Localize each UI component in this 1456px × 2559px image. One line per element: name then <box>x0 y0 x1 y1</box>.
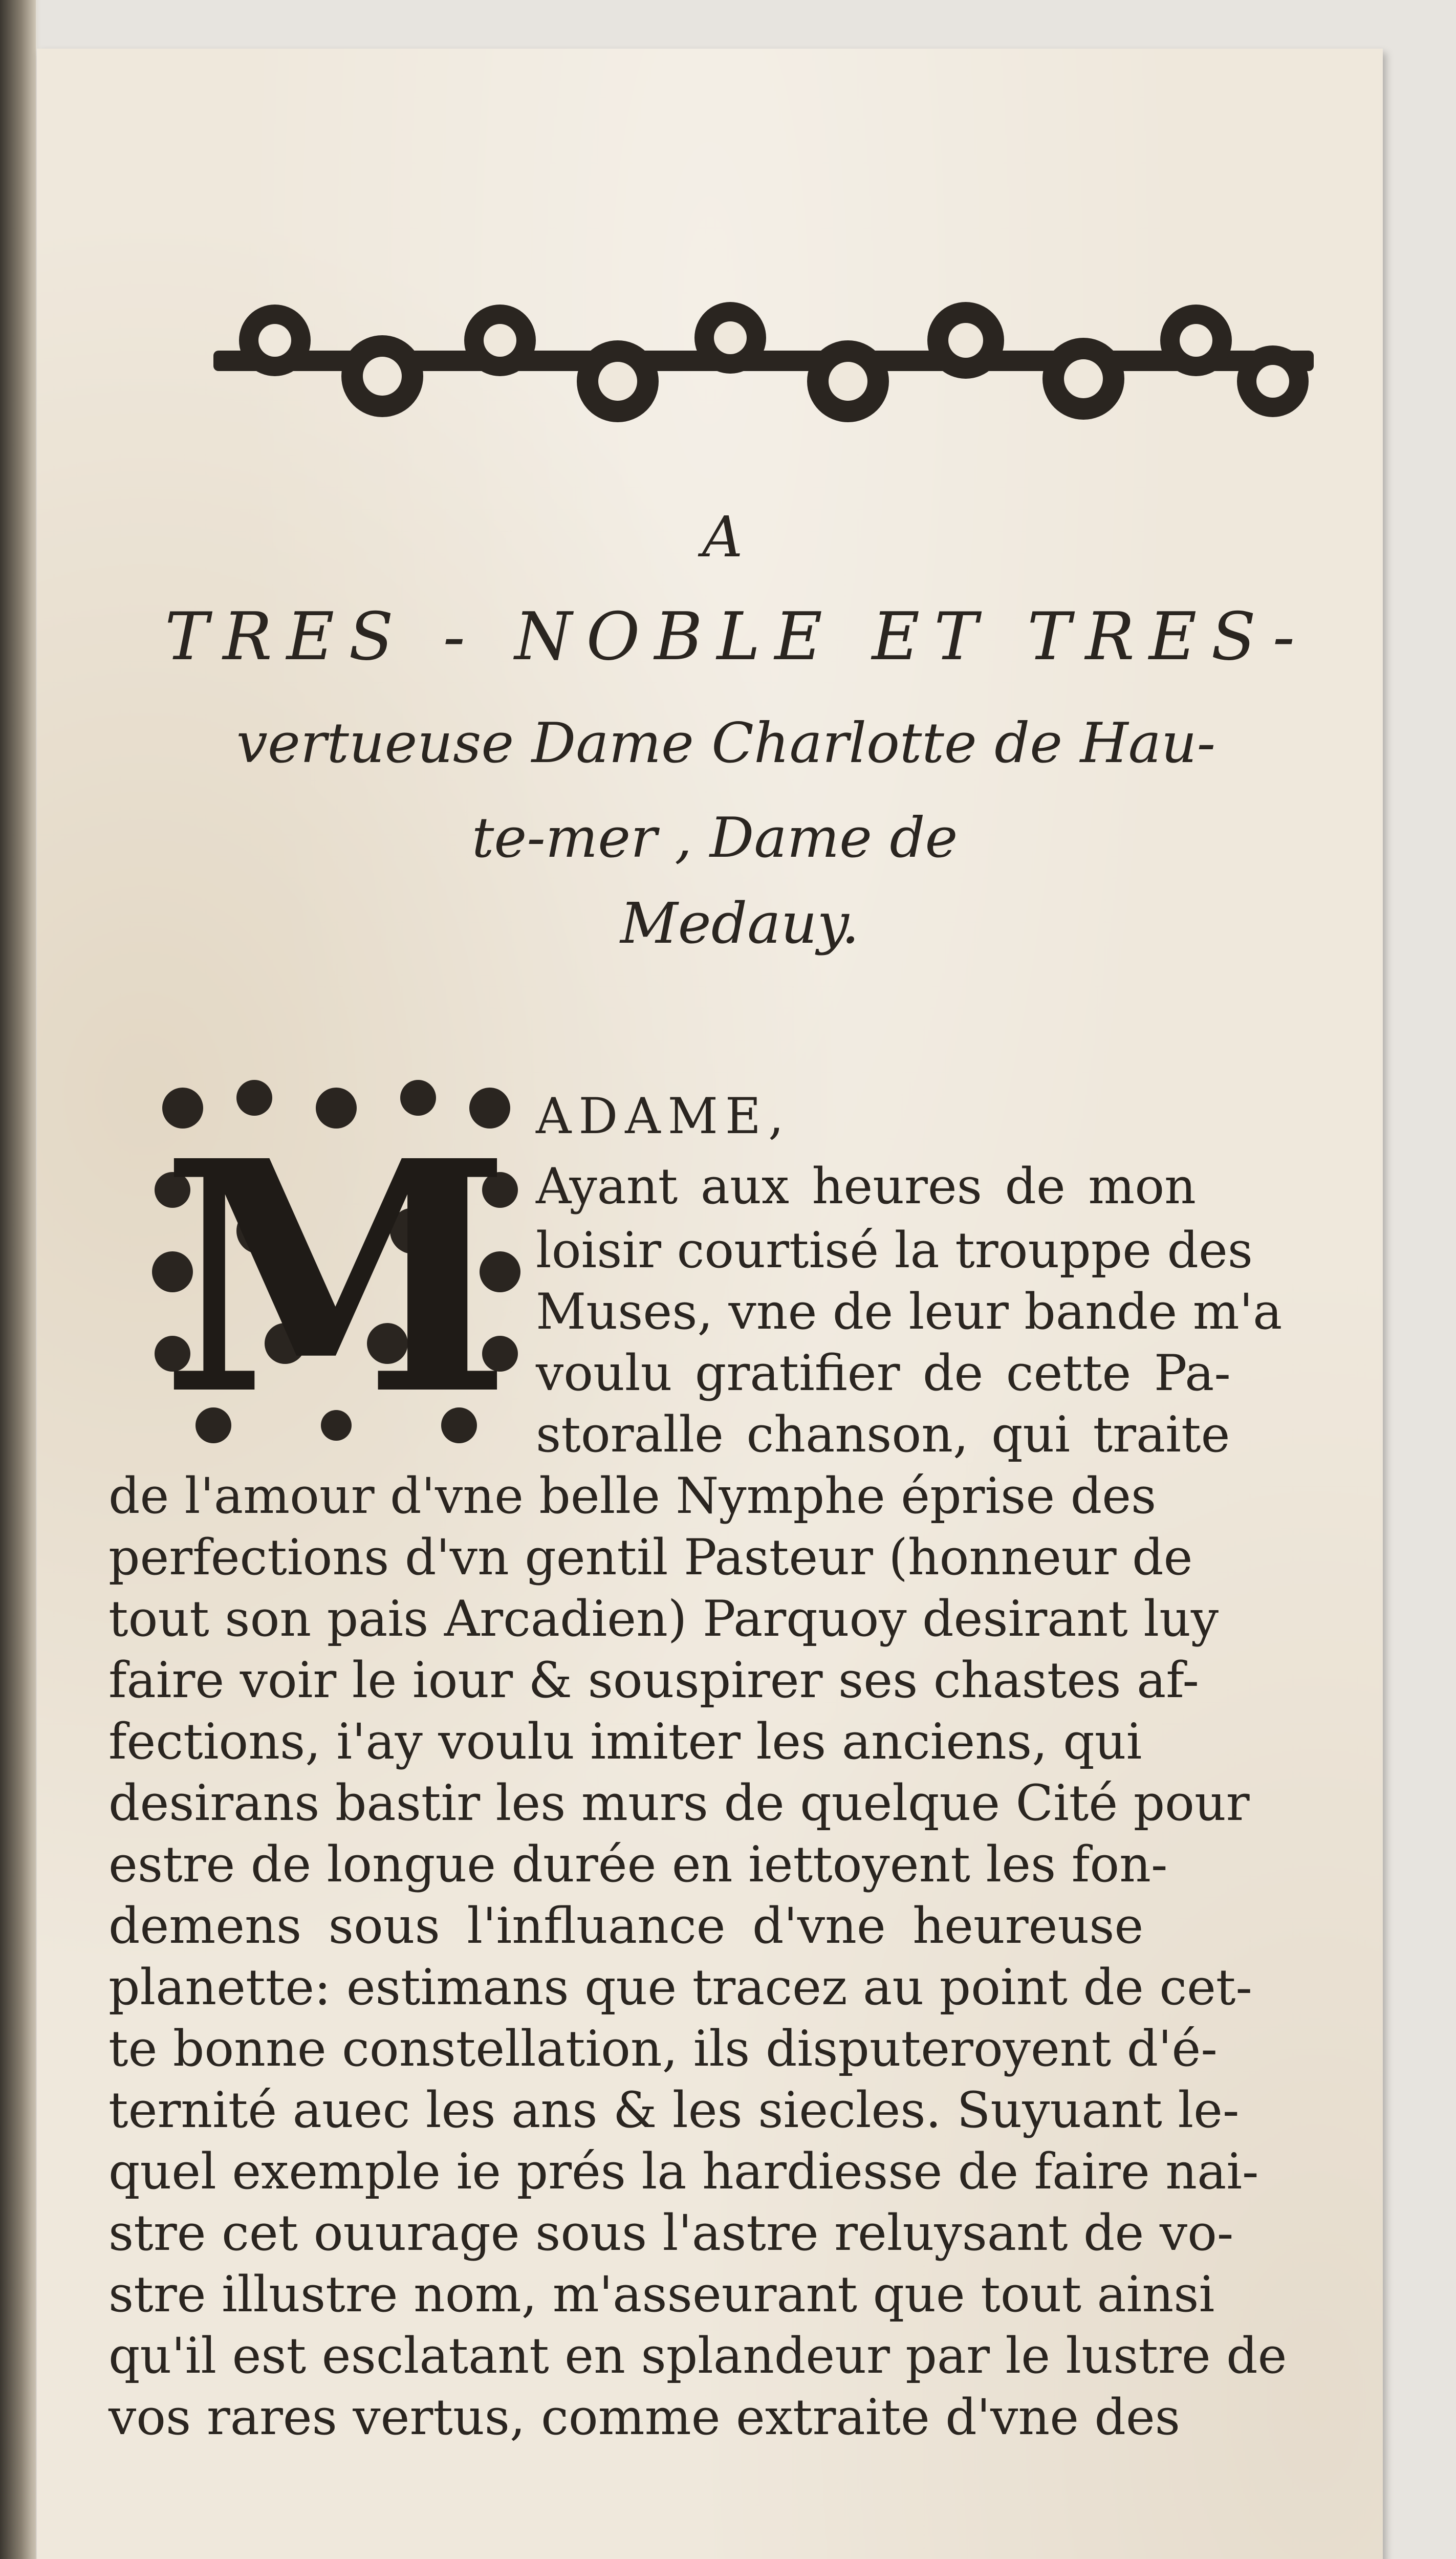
body-line: stre cet ouurage sous l'astre reluysant de vo- <box>108 2204 1234 2262</box>
body-line: planette: estimans que tracez au point de cet- <box>108 1959 1252 2016</box>
dedication-line-1: TRES - NOBLE ET TRES- <box>165 599 1309 675</box>
dedication-line-4: Medauy. <box>620 891 860 956</box>
body-line: perfections d'vn gentil Pasteur (honneur de <box>108 1529 1193 1586</box>
body-line: de l'amour d'vne belle Nymphe éprise des <box>108 1467 1157 1525</box>
body-line: storalle chanson, qui traite <box>536 1406 1230 1463</box>
svg-text:M: M <box>160 1092 512 1446</box>
book-spine <box>0 0 36 2559</box>
body-line: tout son pais Arcadien) Parquoy desirant luy <box>108 1590 1219 1647</box>
body-line: faire voir le iour & souspirer ses chastes af- <box>108 1652 1199 1709</box>
floral-initial-icon <box>152 1077 520 1446</box>
book-page <box>37 49 1383 2559</box>
body-line: vos rares vertus, comme extraite d'vne des <box>108 2389 1181 2446</box>
body-line: estre de longue durée en iettoyent les fon- <box>108 1836 1168 1893</box>
body-line: stre illustre nom, m'asseurant que tout ainsi <box>108 2266 1215 2323</box>
body-line: quel exemple ie prés la hardiesse de faire nai- <box>108 2143 1259 2200</box>
dedication-line-2: vertueuse Dame Charlotte de Hau- <box>236 711 1216 775</box>
body-line: qu'il est esclatant en splandeur par le lustre de <box>108 2327 1287 2384</box>
body-line: demens sous l'influance d'vne heureuse <box>108 1897 1144 1955</box>
body-line: fections, i'ay voulu imiter les anciens, qui <box>108 1713 1142 1770</box>
body-line: ternité auec les ans & les siecles. Suyuant le- <box>108 2081 1240 2139</box>
dedication-prefix: A <box>702 504 746 570</box>
headpiece-ornament <box>213 294 1314 432</box>
body-line: desirans bastir les murs de quelque Cité pour <box>108 1774 1250 1832</box>
body-line: te bonne constellation, ils disputeroyent d'é- <box>108 2020 1218 2077</box>
dedication-line-3: te-mer , Dame de <box>472 806 958 870</box>
salutation: ADAME, <box>536 1088 791 1145</box>
body-line: voulu gratifier de cette Pa- <box>536 1344 1231 1402</box>
body-line: Muses, vne de leur bande m'a <box>536 1283 1283 1340</box>
decorated-initial <box>152 1077 520 1446</box>
body-line: Ayant aux heures de mon <box>536 1158 1196 1215</box>
body-line: loisir courtisé la trouppe des <box>536 1222 1253 1279</box>
